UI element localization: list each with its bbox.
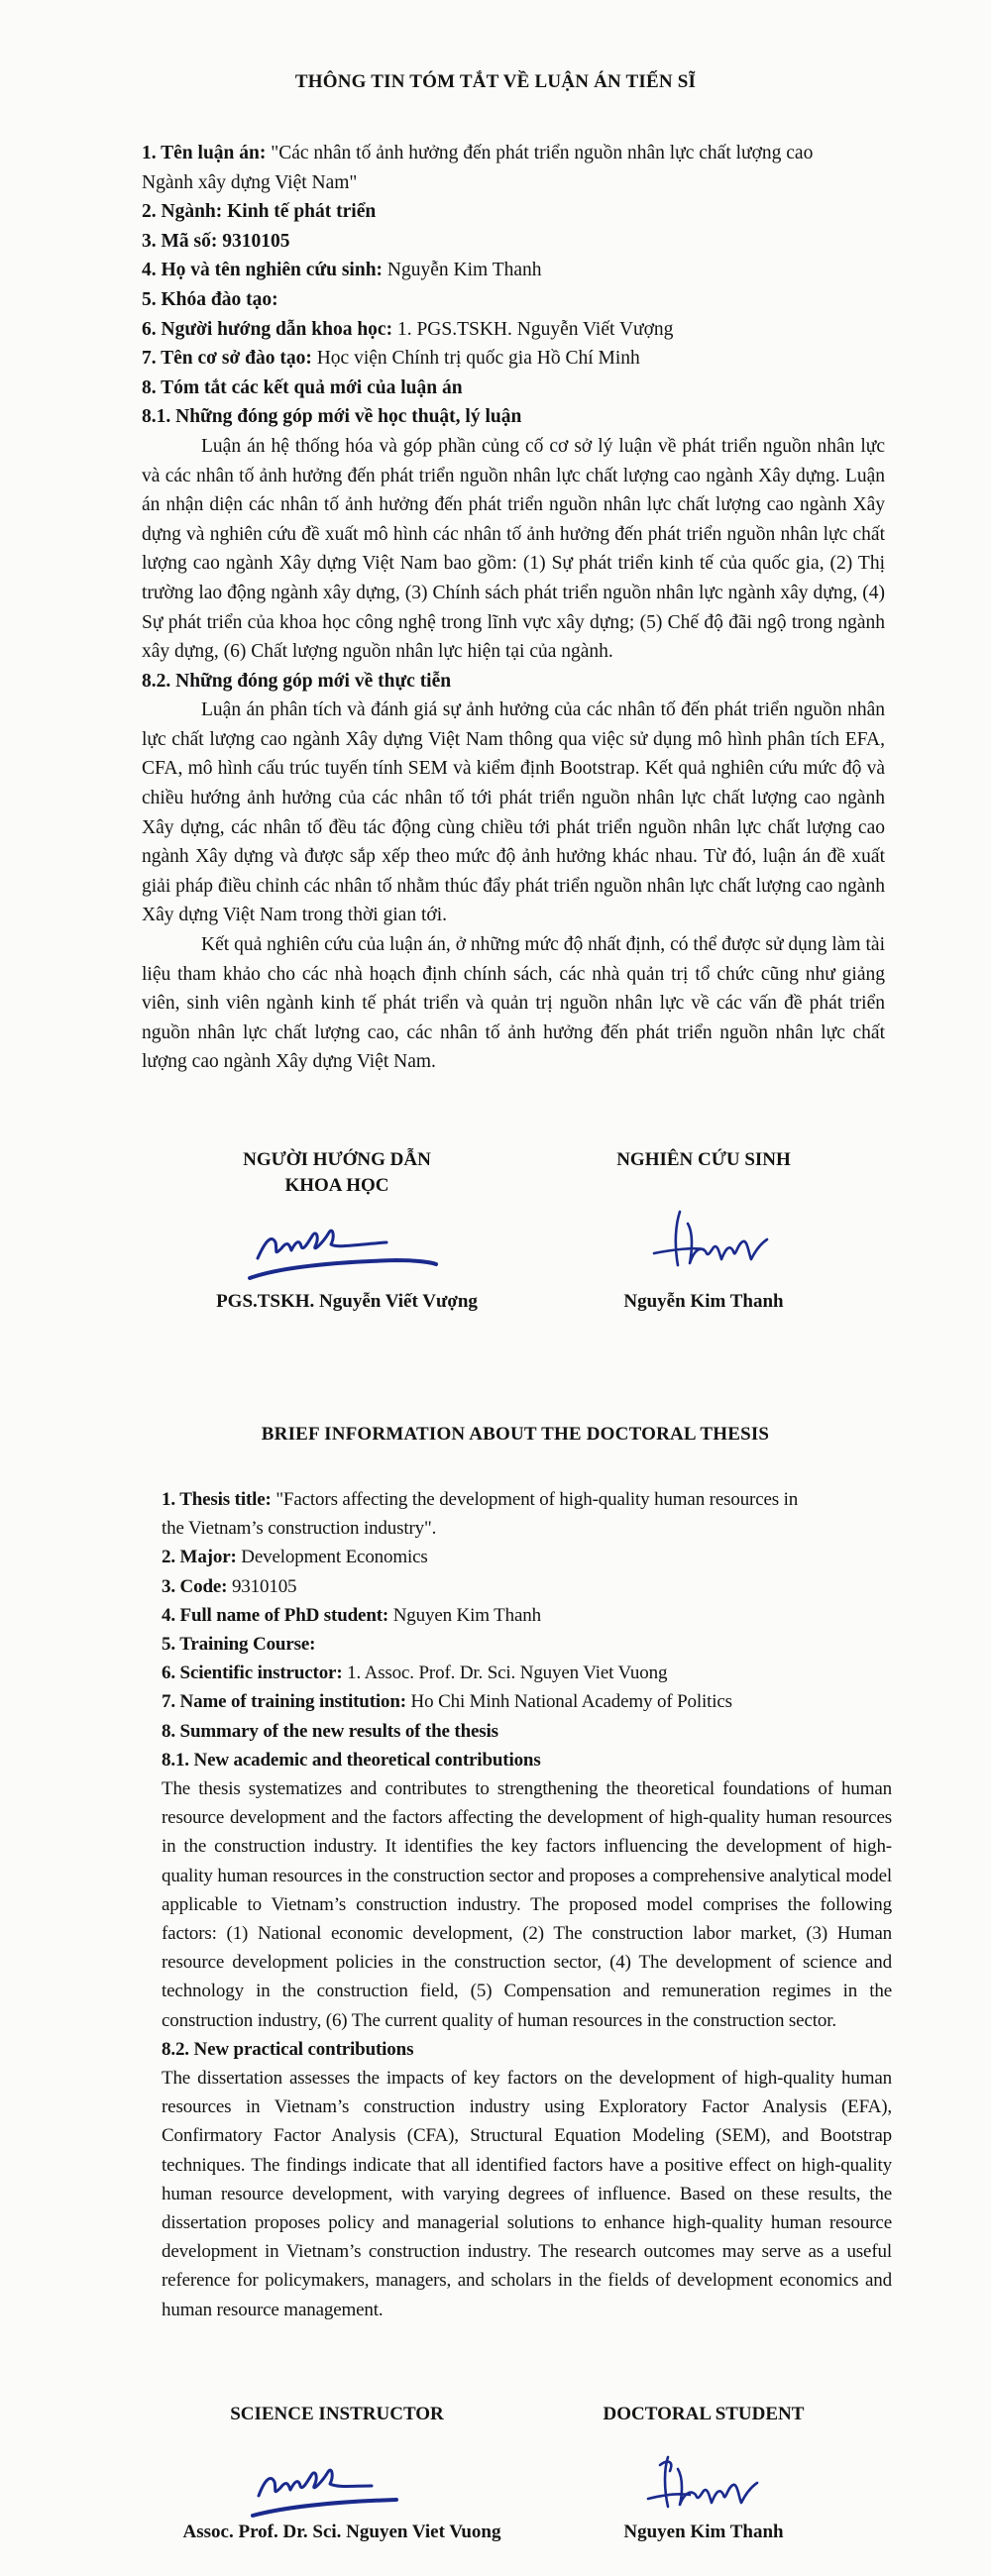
vn-item-course (142, 285, 885, 315)
en-document-title: BRIEF INFORMATION ABOUT THE DOCTORAL THESIS (261, 1424, 770, 1445)
en-section-8-1-heading: 8.1. New academic and theoretical contributions (162, 1749, 541, 1771)
vn-section-8-2-paragraph-2: Kết quả nghiên cứu của luận án, ở những mức độ nhất định, có thể được sử dụng làm tài liệu tham khảo cho các nhà hoạch định chính sách, các nhà quản trị tổ chức cũng như giảng viên, sinh viên ngành kinh tế phát triển và quản trị nguồn nhân lực về các vấn đề phát triển nguồn nhân lực chất lượng cao, các nhân tố ảnh hưởng đến phát triển nguồn nhân lực chất lượng cao ngành Xây dựng Việt Nam. (142, 934, 885, 1073)
vn-section-8-1-heading: 8.1. Những đóng góp mới về học thuật, lý luận (142, 406, 522, 428)
en-instructor-title: SCIENCE INSTRUCTOR (230, 2404, 444, 2424)
student-signature-icon (634, 2447, 773, 2526)
en-item-student (162, 1601, 892, 1630)
vn-item-label: 1. Tên luận án: (142, 143, 267, 163)
en-section-8-1-paragraph: The thesis systematizes and contributes to strengthening the theoretical foundations of human resource development and the factors affecting the development of high-quality human resources in the construction industry. It identifies the key factors influencing the development of high-quality human resources in the construction sector and proposes a comprehensive analytical model applicable to Vietnam’s construction industry. The proposed model comprises the following factors: (1) National economic development, (2) The construction labor market, (3) Human resource development policies in the construction sector, (4) The development of science and technology in the construction field, (5) Compensation and remuneration regimes in the construction industry, (6) The current quality of human resources in the construction sector. (162, 1778, 892, 2031)
vn-item-value: Nguyễn Kim Thanh (383, 260, 542, 281)
vn-item-summary (142, 374, 885, 403)
en-item-value: Ho Chi Minh National Academy of Politics (405, 1691, 732, 1713)
en-item-label: 5. Training Course: (162, 1634, 316, 1656)
en-item-value: Development Economics (236, 1547, 428, 1568)
en-item-course (162, 1630, 892, 1659)
en-item-instructor (162, 1659, 892, 1687)
en-student-title: DOCTORAL STUDENT (603, 2404, 805, 2424)
vn-item-value: 1. PGS.TSKH. Nguyễn Viết Vượng (392, 318, 674, 340)
en-item-value: "Factors affecting the development of high-quality human resources in (271, 1489, 799, 1510)
en-item-thesis-title-cont: the Vietnam’s construction industry". (162, 1518, 437, 1540)
vn-item-student (142, 256, 885, 285)
en-item-label: 7. Name of training institution: (162, 1691, 406, 1713)
en-student-name: Nguyen Kim Thanh (623, 2522, 784, 2542)
en-item-code (162, 1572, 892, 1601)
vn-instructor-title-line2: KHOA HỌC (284, 1175, 389, 1196)
en-item-label: 6. Scientific instructor: (162, 1663, 343, 1684)
vn-instructor-name: PGS.TSKH. Nguyễn Viết Vượng (216, 1291, 478, 1312)
en-item-summary (162, 1717, 892, 1746)
vn-document-title: THÔNG TIN TÓM TẮT VỀ LUẬN ÁN TIẾN SĨ (294, 71, 697, 92)
en-item-label: 1. Thesis title: (162, 1489, 272, 1510)
en-section-8-2-heading: 8.2. New practical contributions (162, 2038, 414, 2060)
vn-item-label: 7. Tên cơ sở đào tạo: (142, 348, 312, 370)
vn-item-label: 6. Người hướng dẫn khoa học: (142, 318, 393, 340)
vn-signature-student (575, 1147, 832, 1173)
en-item-institution (162, 1687, 892, 1716)
vn-item-thesis-title (142, 139, 885, 168)
en-signature-student (575, 2402, 832, 2427)
vn-student-title: NGHIÊN CỨU SINH (616, 1149, 791, 1170)
en-item-value: 9310105 (227, 1575, 297, 1597)
en-item-label: 4. Full name of PhD student: (162, 1604, 389, 1626)
en-item-label: 8. Summary of the new results of the thesis (162, 1720, 498, 1742)
vn-section-8-1-paragraph: Luận án hệ thống hóa và góp phần củng cố cơ sở lý luận về phát triển nguồn nhân lực và các nhân tố ảnh hưởng đến phát triển nguồn nhân lực chất lượng cao ngành Xây dựng. Luận án nhận diện các nhân tố ảnh hưởng đến phát triển nguồn nhân lực chất lượng cao ngành Xây dựng và nghiên cứu đề xuất mô hình các nhân tố ảnh hưởng đến phát triển nguồn nhân lực chất lượng cao ngành Xây dựng Việt Nam bao gồm: (1) Sự phát triển kinh tế của quốc gia, (2) Thị trường lao động ngành xây dựng, (3) Chính sách phát triển nguồn nhân lực ngành xây dựng, (4) Sự phát triển của khoa học công nghệ trong lĩnh vực xây dựng; (5) Chế độ đãi ngộ trong ngành xây dựng, (6) Chất lượng nguồn nhân lực hiện tại của ngành. (142, 435, 885, 663)
vn-info-list (142, 139, 885, 1077)
en-item-label: 3. Code: (162, 1575, 228, 1597)
en-item-major (162, 1543, 892, 1571)
vn-item-label: 5. Khóa đào tạo: (142, 288, 278, 310)
vn-item-value: "Các nhân tố ảnh hưởng đến phát triển nguồn nhân lực chất lượng cao (266, 143, 814, 163)
en-item-label: 2. Major: (162, 1547, 237, 1568)
vn-section-8-2-heading: 8.2. Những đóng góp mới về thực tiễn (142, 670, 452, 692)
vn-item-code (142, 227, 885, 257)
en-info-list (162, 1485, 892, 2324)
vn-item-major (142, 197, 885, 227)
en-signature-instructor (188, 2402, 486, 2427)
vn-student-name: Nguyễn Kim Thanh (623, 1291, 784, 1312)
vn-item-label: 4. Họ và tên nghiên cứu sinh: (142, 260, 384, 281)
vn-item-value: Học viện Chính trị quốc gia Hồ Chí Minh (311, 348, 640, 370)
vn-item-instructor (142, 315, 885, 345)
en-section-8-2-paragraph: The dissertation assesses the impacts of key factors on the development of high-quality human resources in Vietnam’s construction industry using Exploratory Factor Analysis (EFA), Confirmatory Factor Analysis (CFA), Structural Equation Modeling (SEM), and Bootstrap techniques. The findings indicate that all identified factors have a positive effect on high-quality human resource development, with varying degrees of influence. Based on these results, the dissertation proposes policy and managerial solutions to enhance high-quality human resource development in Vietnam’s construction industry. The research outcomes may serve as a useful reference for policymakers, managers, and scholars in the fields of development economics and human resource management. (162, 2068, 892, 2320)
vn-item-thesis-title-cont: Ngành xây dựng Việt Nam" (142, 171, 358, 193)
en-instructor-name: Assoc. Prof. Dr. Sci. Nguyen Viet Vuong (182, 2522, 501, 2542)
vn-instructor-title-line1: NGƯỜI HƯỚNG DẪN (243, 1149, 431, 1170)
vn-section-8-2-paragraph-1: Luận án phân tích và đánh giá sự ảnh hưởng của các nhân tố đến phát triển nguồn nhân lực chất lượng cao ngành Xây dựng Việt Nam thông qua việc sử dụng mô hình phân tích EFA, CFA, mô hình cấu trúc tuyến tính SEM và kiểm định Bootstrap. Kết quả nghiên cứu mức độ và chiều hướng ảnh hưởng của các nhân tố tới phát triển nguồn nhân lực chất lượng cao ngành Xây dựng, các nhân tố đều tác động cùng chiều tới phát triển nguồn nhân lực chất lượng cao ngành Xây dựng và được sắp xếp theo mức độ ảnh hưởng khác nhau. Từ đó, luận án đề xuất giải pháp điều chỉnh các nhân tố nhằm thúc đẩy phát triển nguồn nhân lực chất lượng cao ngành Xây dựng Việt Nam trong thời gian tới. (142, 699, 885, 926)
vn-item-institution (142, 344, 885, 374)
en-item-value: 1. Assoc. Prof. Dr. Sci. Nguyen Viet Vuong (342, 1663, 668, 1684)
vn-signature-instructor (198, 1147, 476, 1199)
vn-item-label: 8. Tóm tắt các kết quả mới của luận án (142, 376, 463, 398)
instructor-signature-icon (238, 1211, 476, 1290)
student-signature-icon (644, 1204, 783, 1283)
vn-item-label: 2. Ngành: Kinh tế phát triển (142, 201, 377, 223)
en-item-thesis-title (162, 1485, 892, 1514)
instructor-signature-icon (223, 2452, 461, 2531)
vn-item-label: 3. Mã số: 9310105 (142, 230, 290, 252)
en-item-value: Nguyen Kim Thanh (388, 1604, 541, 1626)
